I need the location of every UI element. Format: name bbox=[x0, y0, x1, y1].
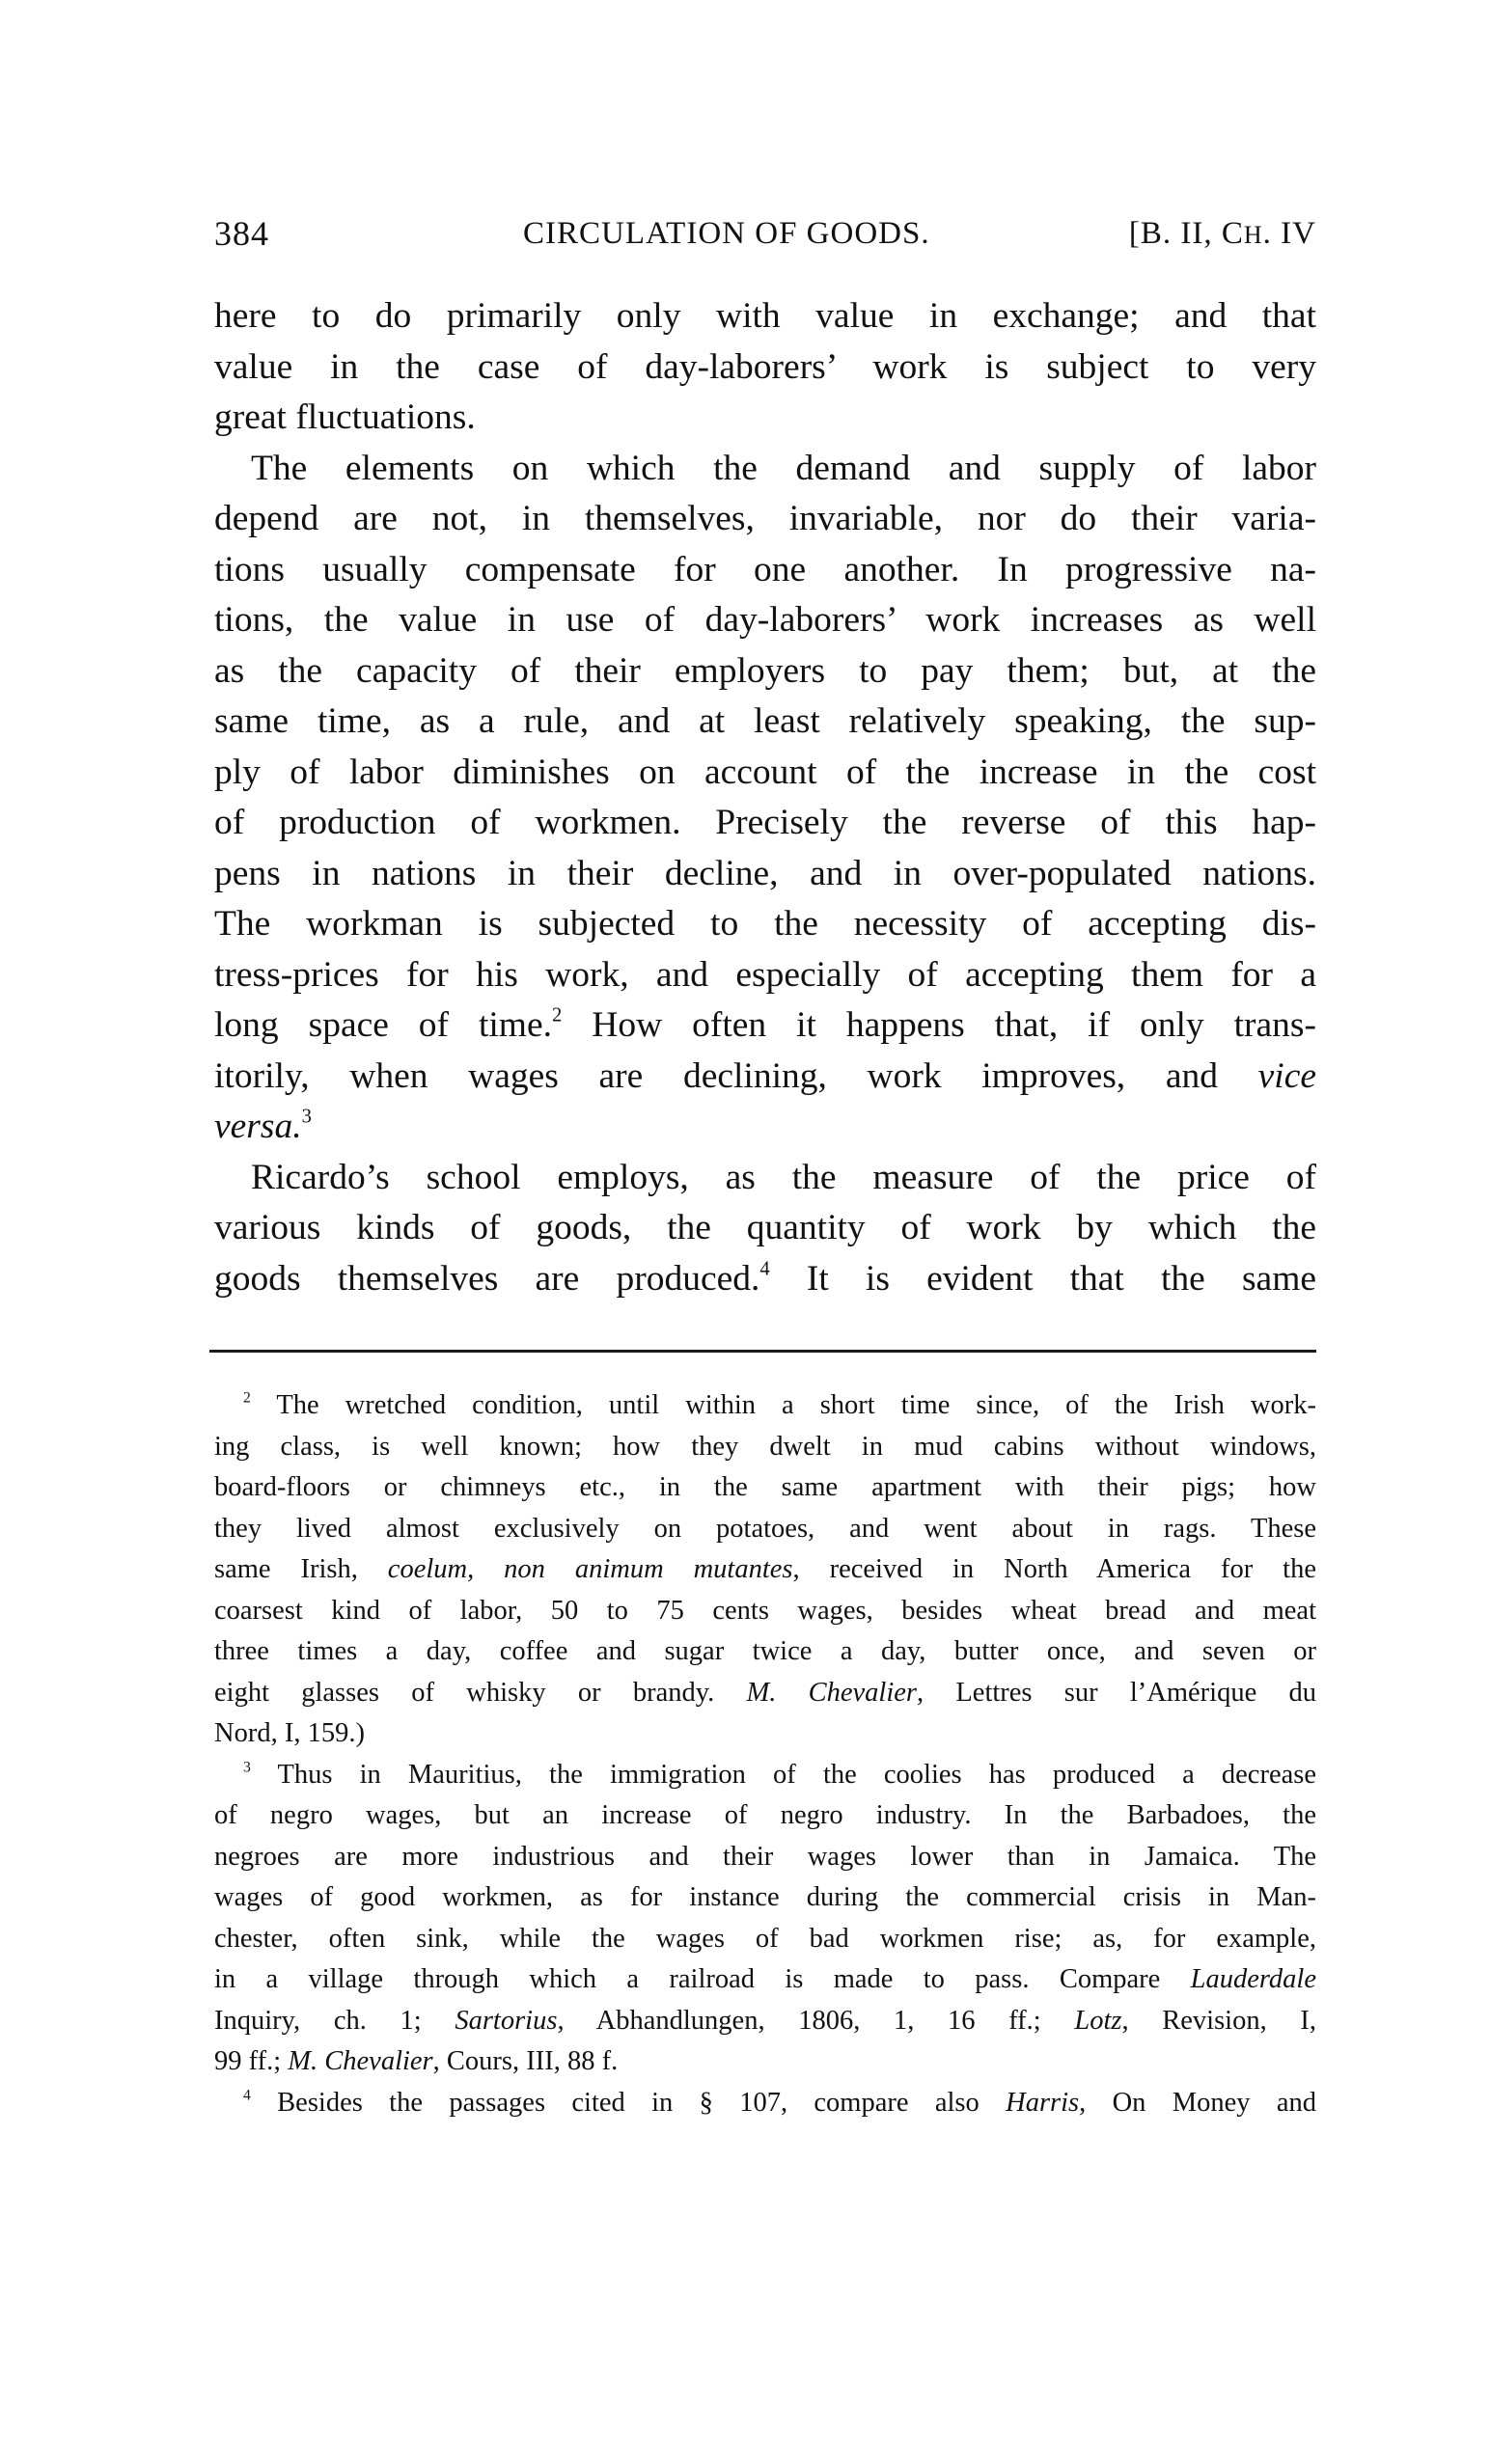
text-line: The workman is subjected to the necessity of accepting dis- bbox=[214, 904, 1316, 944]
paragraph-2 bbox=[214, 444, 1316, 1153]
footnote-line bbox=[214, 1673, 1316, 1714]
text-line: same time, as a rule, and at least relatively speaking, the sup- bbox=[214, 701, 1316, 741]
text-segment: Inquiry, ch. 1; bbox=[214, 2005, 455, 2036]
footnote-ref-2[interactable]: 2 bbox=[552, 1004, 563, 1027]
footnotes bbox=[214, 1385, 1316, 2123]
running-title: CIRCULATION OF GOODS. bbox=[523, 216, 930, 251]
section-smallcap: H bbox=[1243, 221, 1263, 249]
body-text bbox=[214, 291, 1316, 1304]
text-segment: itorily, when wages are declining, work improves, and bbox=[214, 1055, 1258, 1096]
footnote-4 bbox=[214, 2083, 1316, 2124]
footnote-line: they lived almost exclusively on potatoes, and went about in rags. These bbox=[214, 1513, 1316, 1544]
footnote-line bbox=[214, 1549, 1316, 1591]
text-segment: , Cours, III, 88 f. bbox=[432, 2046, 619, 2076]
text-line bbox=[214, 1000, 1316, 1052]
footnote-ref-4[interactable]: 4 bbox=[759, 1258, 770, 1280]
text-line: here to do primarily only with value in exchange; and that bbox=[214, 296, 1316, 336]
footnote-line: Nord, I, 159.) bbox=[214, 1718, 365, 1748]
footnote-line bbox=[214, 2083, 1316, 2124]
author-name: M. Chevalier bbox=[288, 2046, 433, 2076]
running-head bbox=[214, 214, 1316, 253]
footnote-line bbox=[214, 1959, 1316, 2001]
footnote-2 bbox=[214, 1385, 1316, 1755]
text-line bbox=[214, 1052, 1316, 1103]
section-suffix: . IV bbox=[1262, 216, 1316, 251]
text-segment: , On Money and bbox=[1079, 2087, 1316, 2118]
footnote-line: chester, often sink, while the wages of bad workmen rise; as, for example, bbox=[214, 1923, 1316, 1954]
footnote-marker: 2 bbox=[243, 1389, 251, 1407]
footnote-line: board-floors or chimneys etc., in the same apartment with their pigs; how bbox=[214, 1472, 1316, 1502]
text-segment: , received in North America for the bbox=[792, 1554, 1316, 1584]
text-line: of production of workmen. Precisely the reverse of this hap- bbox=[214, 803, 1316, 842]
footnote-marker: 3 bbox=[243, 1758, 251, 1775]
text-segment: Thus in Mauritius, the immigration of the coolies has produced a decrease bbox=[277, 1759, 1316, 1790]
author-name: Lotz bbox=[1074, 2005, 1122, 2036]
text-segment: long space of time. bbox=[214, 1005, 552, 1045]
footnote-line bbox=[214, 1385, 1316, 1427]
text-line: tions usually compensate for one another. In progressive na- bbox=[214, 549, 1316, 589]
footnote-divider bbox=[209, 1350, 1316, 1353]
text-line: Ricardo’s school employs, as the measure of the price of bbox=[251, 1157, 1316, 1197]
text-line: depend are not, in themselves, invariable, nor do their varia- bbox=[214, 499, 1316, 538]
footnote-line: of negro wages, but an increase of negro industry. In the Barbadoes, the bbox=[214, 1800, 1316, 1830]
text-segment: , Abhandlungen, 1806, 1, 16 ff.; bbox=[557, 2005, 1075, 2036]
italic-term: versa. bbox=[214, 1107, 302, 1146]
page-number: 384 bbox=[214, 214, 269, 253]
text-segment: How often it happens that, if only trans- bbox=[562, 1005, 1316, 1045]
text-line bbox=[214, 1254, 1316, 1305]
text-segment: The wretched condition, until within a short time since, of the Irish work- bbox=[276, 1390, 1316, 1420]
text-line: various kinds of goods, the quantity of work by which the bbox=[214, 1208, 1316, 1247]
author-name: Harris bbox=[1006, 2087, 1080, 2118]
text-line: as the capacity of their employers to pay them; but, at the bbox=[214, 650, 1316, 691]
text-segment: in a village through which a railroad is made to pass. Compare bbox=[214, 1964, 1191, 1994]
footnote-line bbox=[214, 2041, 1316, 2083]
italic-term: vice bbox=[1257, 1055, 1316, 1096]
text-segment: , Revision, I, bbox=[1121, 2005, 1316, 2036]
text-segment: It is evident that the same bbox=[769, 1258, 1317, 1299]
footnote-line: negroes are more industrious and their wages lower than in Jamaica. The bbox=[214, 1841, 1316, 1872]
text-line: ply of labor diminishes on account of the increase in the cost bbox=[214, 752, 1316, 792]
text-line: great fluctuations. bbox=[214, 397, 476, 437]
text-segment: eight glasses of whisky or brandy. bbox=[214, 1677, 747, 1708]
footnote-line: ing class, is well known; how they dwelt in mud cabins without windows, bbox=[214, 1431, 1316, 1462]
author-name: M. Chevalier bbox=[746, 1677, 918, 1708]
paragraph-3 bbox=[214, 1153, 1316, 1305]
text-segment: , Lettres sur l’Amérique du bbox=[917, 1677, 1316, 1708]
paragraph-1 bbox=[214, 291, 1316, 444]
section-prefix: [B. II, C bbox=[1128, 216, 1244, 251]
section-reference bbox=[1129, 214, 1316, 255]
footnote-marker: 4 bbox=[243, 2086, 251, 2103]
text-line: tress-prices for his work, and especially of accepting them for a bbox=[214, 954, 1316, 995]
text-segment: same Irish, bbox=[214, 1554, 388, 1584]
text-segment: 99 ff.; bbox=[214, 2046, 289, 2076]
italic-term: coelum, non animum mutantes bbox=[387, 1554, 793, 1584]
text-segment: Besides the passages cited in § 107, compare also bbox=[277, 2087, 1007, 2118]
text-line: The elements on which the demand and supply of labor bbox=[251, 448, 1316, 488]
footnote-line bbox=[214, 2001, 1316, 2042]
text-line: tions, the value in use of day-laborers’ work increases as well bbox=[214, 600, 1316, 640]
author-name: Sartorius bbox=[455, 2005, 558, 2036]
text-line: value in the case of day-laborers’ work is subject to very bbox=[214, 346, 1316, 387]
author-name: Lauderdale bbox=[1190, 1964, 1316, 1994]
text-line bbox=[214, 1102, 1316, 1153]
footnote-line: three times a day, coffee and sugar twice a day, butter once, and seven or bbox=[214, 1636, 1316, 1666]
footnote-ref-3[interactable]: 3 bbox=[301, 1106, 312, 1128]
text-segment: goods themselves are produced. bbox=[214, 1258, 760, 1299]
text-line: pens in nations in their decline, and in over-populated nations. bbox=[214, 853, 1316, 893]
footnote-line bbox=[214, 1755, 1316, 1796]
footnote-line: coarsest kind of labor, 50 to 75 cents wages, besides wheat bread and meat bbox=[214, 1595, 1316, 1626]
footnote-3 bbox=[214, 1755, 1316, 2083]
footnote-line: wages of good workmen, as for instance during the commercial crisis in Man- bbox=[214, 1882, 1316, 1912]
